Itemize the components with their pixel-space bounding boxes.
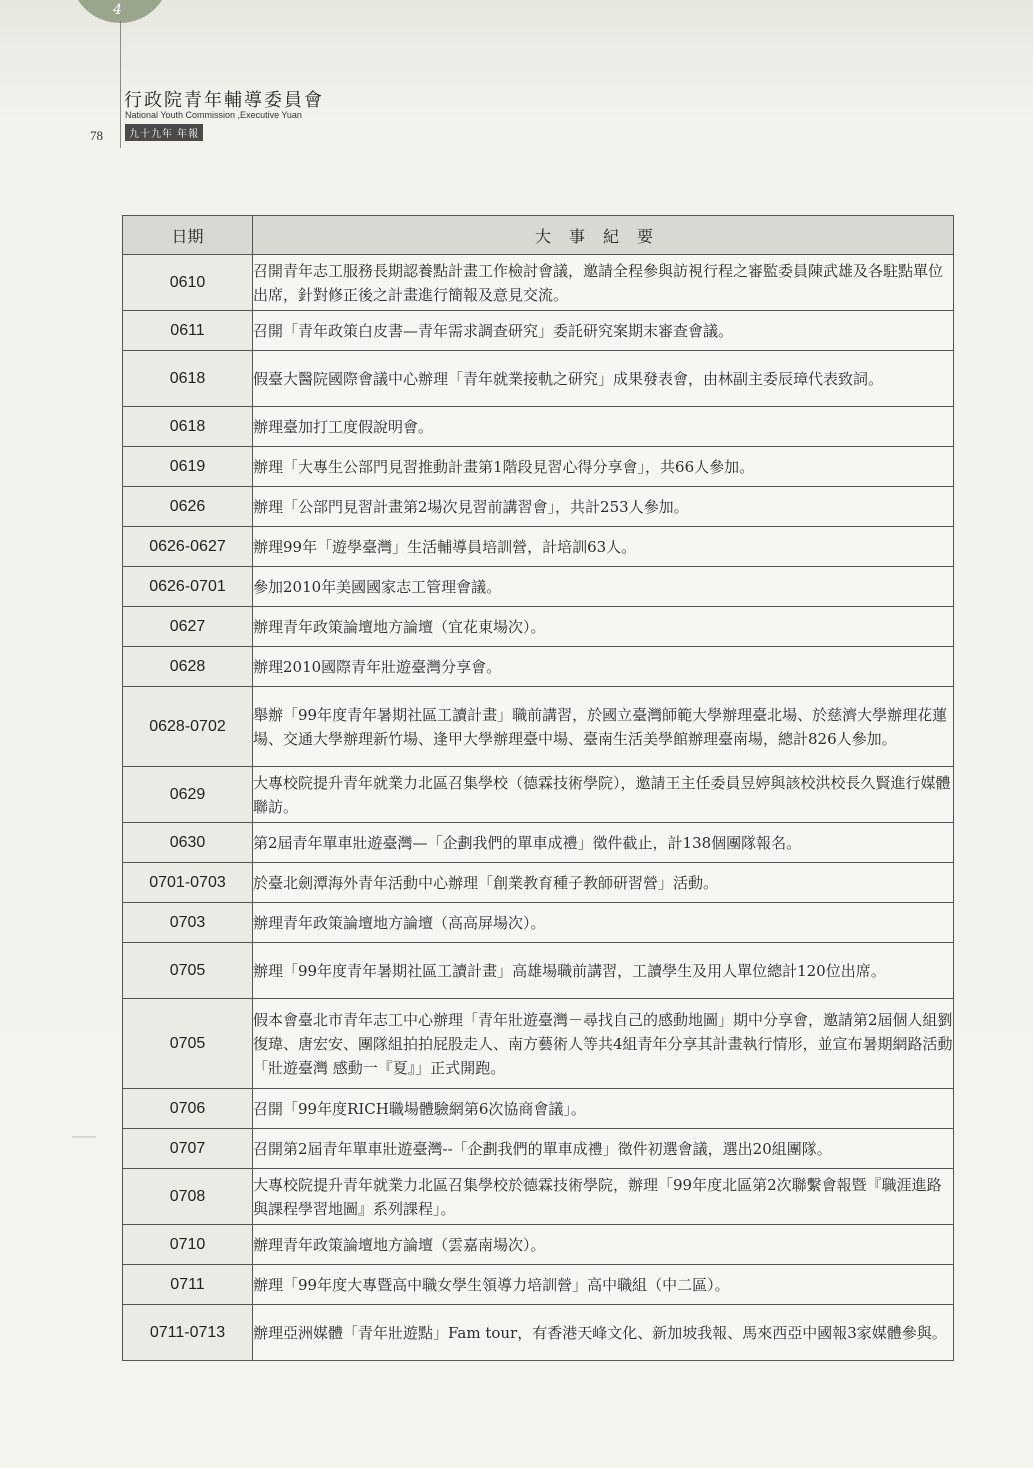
row-date: 0705 <box>123 999 253 1089</box>
row-date: 0701-0703 <box>123 863 253 903</box>
table-row <box>123 823 954 863</box>
row-content: 第2屆青年單車壯遊臺灣—「企劃我們的單車成禮」徵件截止，計138個團隊報名。 <box>253 823 954 863</box>
annual-report-badge: 九十九年 年報 <box>125 124 203 141</box>
table-row <box>123 311 954 351</box>
table-row <box>123 255 954 311</box>
table-row <box>123 1265 954 1305</box>
table-row <box>123 607 954 647</box>
table-row <box>123 1129 954 1169</box>
row-content: 召開青年志工服務長期認養點計畫工作檢討會議，邀請全程參與訪視行程之審監委員陳武雄及各駐點單位出席，針對修正後之計畫進行簡報及意見交流。 <box>253 255 954 311</box>
events-table <box>122 215 954 1361</box>
row-date: 0626 <box>123 487 253 527</box>
row-content: 參加2010年美國國家志工管理會議。 <box>253 567 954 607</box>
scan-mark <box>72 1136 96 1138</box>
table-row <box>123 1225 954 1265</box>
row-content: 假臺大醫院國際會議中心辦理「青年就業接軌之研究」成果發表會，由林副主委辰璋代表致詞。 <box>253 351 954 407</box>
org-name-zh: 行政院青年輔導委員會 <box>124 90 324 111</box>
row-date: 0708 <box>123 1169 253 1225</box>
table-row <box>123 943 954 999</box>
row-content: 大專校院提升青年就業力北區召集學校（德霖技術學院），邀請王主任委員昱婷與該校洪校長久賢進行媒體聯訪。 <box>253 767 954 823</box>
row-content: 辦理臺加打工度假說明會。 <box>253 407 954 447</box>
row-date: 0619 <box>123 447 253 487</box>
row-date: 0627 <box>123 607 253 647</box>
table-row <box>123 567 954 607</box>
row-date: 0628-0702 <box>123 687 253 767</box>
page-number: 78 <box>90 128 103 143</box>
row-content: 於臺北劍潭海外青年活動中心辦理「創業教育種子教師研習營」活動。 <box>253 863 954 903</box>
row-date: 0711-0713 <box>123 1305 253 1361</box>
row-date: 0707 <box>123 1129 253 1169</box>
row-date: 0628 <box>123 647 253 687</box>
table-row <box>123 527 954 567</box>
row-content: 舉辦「99年度青年暑期社區工讀計畫」職前講習，於國立臺灣師範大學辦理臺北場、於慈濟大學辦理花蓮場、交通大學辦理新竹場、逢甲大學辦理臺中場、臺南生活美學館辦理臺南場，總計826人參加。 <box>253 687 954 767</box>
row-date: 0630 <box>123 823 253 863</box>
row-date: 0610 <box>123 255 253 311</box>
row-date: 0626-0627 <box>123 527 253 567</box>
table-row <box>123 863 954 903</box>
table-header-row <box>123 216 954 255</box>
row-content: 辦理99年「遊學臺灣」生活輔導員培訓營，計培訓63人。 <box>253 527 954 567</box>
content-column-header: 大事紀要 <box>253 216 954 255</box>
row-content: 辦理「99年度青年暑期社區工讀計畫」高雄場職前講習，工讀學生及用人單位總計120位出席。 <box>253 943 954 999</box>
table-row <box>123 767 954 823</box>
table-row <box>123 1305 954 1361</box>
org-name-en: National Youth Commission ,Executive Yuan <box>125 110 302 120</box>
date-column-header: 日期 <box>123 216 253 255</box>
row-content: 辦理亞洲媒體「青年壯遊點」Fam tour，有香港天峰文化、新加坡我報、馬來西亞中國報3家媒體參與。 <box>253 1305 954 1361</box>
table-row <box>123 407 954 447</box>
table-row <box>123 447 954 487</box>
row-date: 0629 <box>123 767 253 823</box>
table-row <box>123 999 954 1089</box>
row-date: 0706 <box>123 1089 253 1129</box>
row-date: 0711 <box>123 1265 253 1305</box>
row-content: 辦理「大專生公部門見習推動計畫第1階段見習心得分享會」，共66人參加。 <box>253 447 954 487</box>
chapter-number: 4 <box>113 2 122 18</box>
row-content: 辦理青年政策論壇地方論壇（高高屏場次）。 <box>253 903 954 943</box>
table-row <box>123 687 954 767</box>
row-content: 召開「青年政策白皮書—青年需求調查研究」委託研究案期末審查會議。 <box>253 311 954 351</box>
row-content: 召開第2屆青年單車壯遊臺灣--「企劃我們的單車成禮」徵件初選會議，選出20組團隊。 <box>253 1129 954 1169</box>
header-divider-line <box>120 20 121 148</box>
table-row <box>123 351 954 407</box>
row-content: 大專校院提升青年就業力北區召集學校於德霖技術學院，辦理「99年度北區第2次聯繫會報暨『職涯進路與課程學習地圖』系列課程」。 <box>253 1169 954 1225</box>
table-row <box>123 903 954 943</box>
table-row <box>123 1089 954 1129</box>
row-content: 辦理「公部門見習計畫第2場次見習前講習會」，共計253人參加。 <box>253 487 954 527</box>
row-content: 辦理「99年度大專暨高中職女學生領導力培訓營」高中職組（中二區）。 <box>253 1265 954 1305</box>
row-content: 召開「99年度RICH職場體驗網第6次協商會議」。 <box>253 1089 954 1129</box>
row-date: 0618 <box>123 351 253 407</box>
table-body <box>123 255 954 1361</box>
table-row <box>123 487 954 527</box>
row-date: 0705 <box>123 943 253 999</box>
row-date: 0626-0701 <box>123 567 253 607</box>
row-content: 假本會臺北市青年志工中心辦理「青年壯遊臺灣－尋找自己的感動地圖」期中分享會，邀請第2屆個人組劉復瑋、唐宏安、團隊組拍拍屁股走人、南方藝術人等共4組青年分享其計畫執行情形，並宣布暑期網路活動「壯遊臺灣 感動一『夏』」正式開跑。 <box>253 999 954 1089</box>
row-date: 0703 <box>123 903 253 943</box>
row-date: 0611 <box>123 311 253 351</box>
row-content: 辦理2010國際青年壯遊臺灣分享會。 <box>253 647 954 687</box>
row-content: 辦理青年政策論壇地方論壇（雲嘉南場次）。 <box>253 1225 954 1265</box>
table-row <box>123 647 954 687</box>
table-row <box>123 1169 954 1225</box>
row-content: 辦理青年政策論壇地方論壇（宜花東場次）。 <box>253 607 954 647</box>
row-date: 0618 <box>123 407 253 447</box>
row-date: 0710 <box>123 1225 253 1265</box>
